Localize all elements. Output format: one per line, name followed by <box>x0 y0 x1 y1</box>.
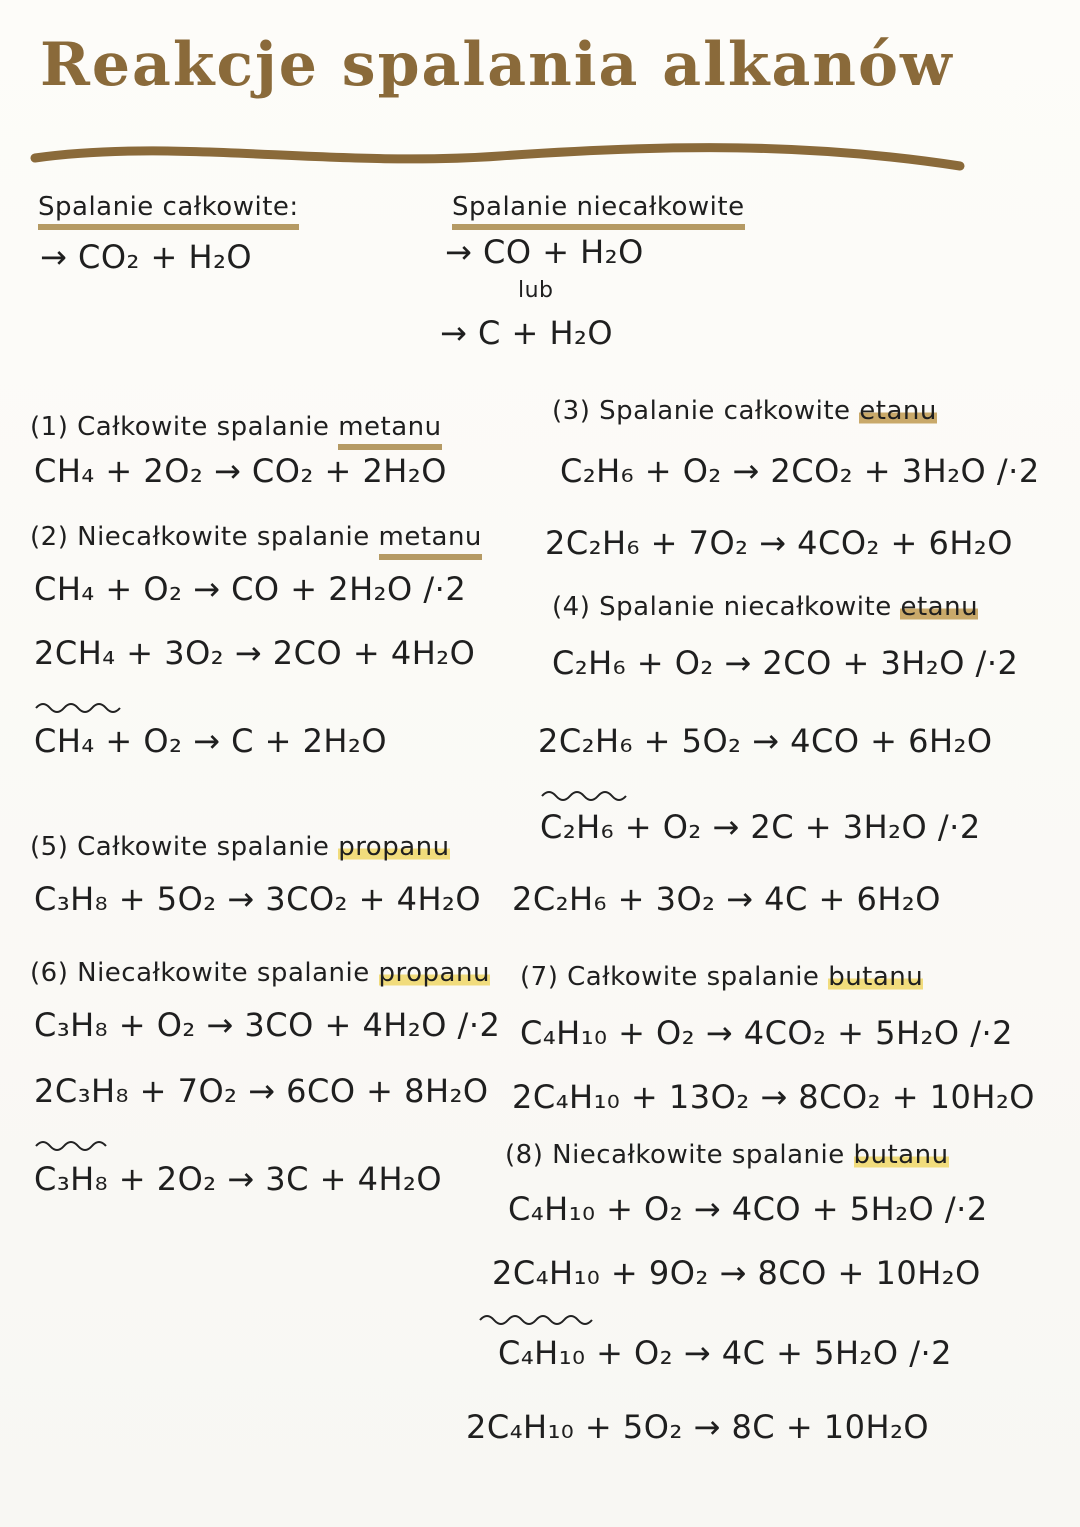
s2-eq3: CH₄ + O₂ → C + 2H₂O <box>34 722 387 760</box>
s2-heading: (2) Niecałkowite spalanie metanu <box>30 522 482 552</box>
s6-heading: (6) Niecałkowite spalanie propanu <box>30 958 490 988</box>
s2-eq2: 2CH₄ + 3O₂ → 2CO + 4H₂O <box>34 634 476 672</box>
incomplete-products-1: → CO + H₂O <box>445 233 644 271</box>
incomplete-products-2: → C + H₂O <box>440 314 614 352</box>
s8-heading: (8) Niecałkowite spalanie butanu <box>505 1140 949 1170</box>
s5-heading: (5) Całkowite spalanie propanu <box>30 832 450 862</box>
s6-eq2: 2C₃H₈ + 7O₂ → 6CO + 8H₂O <box>34 1072 489 1110</box>
s5-eq1: C₃H₈ + 5O₂ → 3CO₂ + 4H₂O <box>34 880 482 918</box>
s4-eq2: 2C₂H₆ + 5O₂ → 4CO + 6H₂O <box>538 722 993 760</box>
s3-eq2: 2C₂H₆ + 7O₂ → 4CO₂ + 6H₂O <box>545 524 1013 562</box>
wavy-mark <box>34 700 124 716</box>
title-underline-wave <box>30 138 970 178</box>
s3-eq1: C₂H₆ + O₂ → 2CO₂ + 3H₂O /·2 <box>560 452 1040 490</box>
s4-eq1: C₂H₆ + O₂ → 2CO + 3H₂O /·2 <box>552 644 1019 682</box>
page-title: Reakcje spalania alkanów <box>40 30 954 100</box>
complete-products: → CO₂ + H₂O <box>40 238 253 276</box>
wavy-mark <box>478 1312 608 1328</box>
s6-eq1: C₃H₈ + O₂ → 3CO + 4H₂O /·2 <box>34 1006 501 1044</box>
s8-eq3: C₄H₁₀ + O₂ → 4C + 5H₂O /·2 <box>498 1334 952 1372</box>
s7-eq1: C₄H₁₀ + O₂ → 4CO₂ + 5H₂O /·2 <box>520 1014 1014 1052</box>
s4-eq3: C₂H₆ + O₂ → 2C + 3H₂O /·2 <box>540 808 981 846</box>
s8-eq4: 2C₄H₁₀ + 5O₂ → 8C + 10H₂O <box>466 1408 930 1446</box>
s3-heading: (3) Spalanie całkowite etanu <box>552 396 937 426</box>
s6-eq3: C₃H₈ + 2O₂ → 3C + 4H₂O <box>34 1160 443 1198</box>
s8-eq2: 2C₄H₁₀ + 9O₂ → 8CO + 10H₂O <box>492 1254 981 1292</box>
complete-combustion-heading: Spalanie całkowite: <box>38 192 299 222</box>
or-label: lub <box>518 278 554 303</box>
s1-heading: (1) Całkowite spalanie metanu <box>30 412 442 442</box>
s2-eq1: CH₄ + O₂ → CO + 2H₂O /·2 <box>34 570 467 608</box>
s8-eq1: C₄H₁₀ + O₂ → 4CO + 5H₂O /·2 <box>508 1190 988 1228</box>
s7-heading: (7) Całkowite spalanie butanu <box>520 962 924 992</box>
s4-eq4: 2C₂H₆ + 3O₂ → 4C + 6H₂O <box>512 880 941 918</box>
s4-heading: (4) Spalanie niecałkowite etanu <box>552 592 979 622</box>
wavy-mark <box>34 1138 114 1154</box>
incomplete-combustion-heading: Spalanie niecałkowite <box>452 192 745 222</box>
s1-eq1: CH₄ + 2O₂ → CO₂ + 2H₂O <box>34 452 447 490</box>
wavy-mark <box>540 788 630 804</box>
s7-eq2: 2C₄H₁₀ + 13O₂ → 8CO₂ + 10H₂O <box>512 1078 1035 1116</box>
